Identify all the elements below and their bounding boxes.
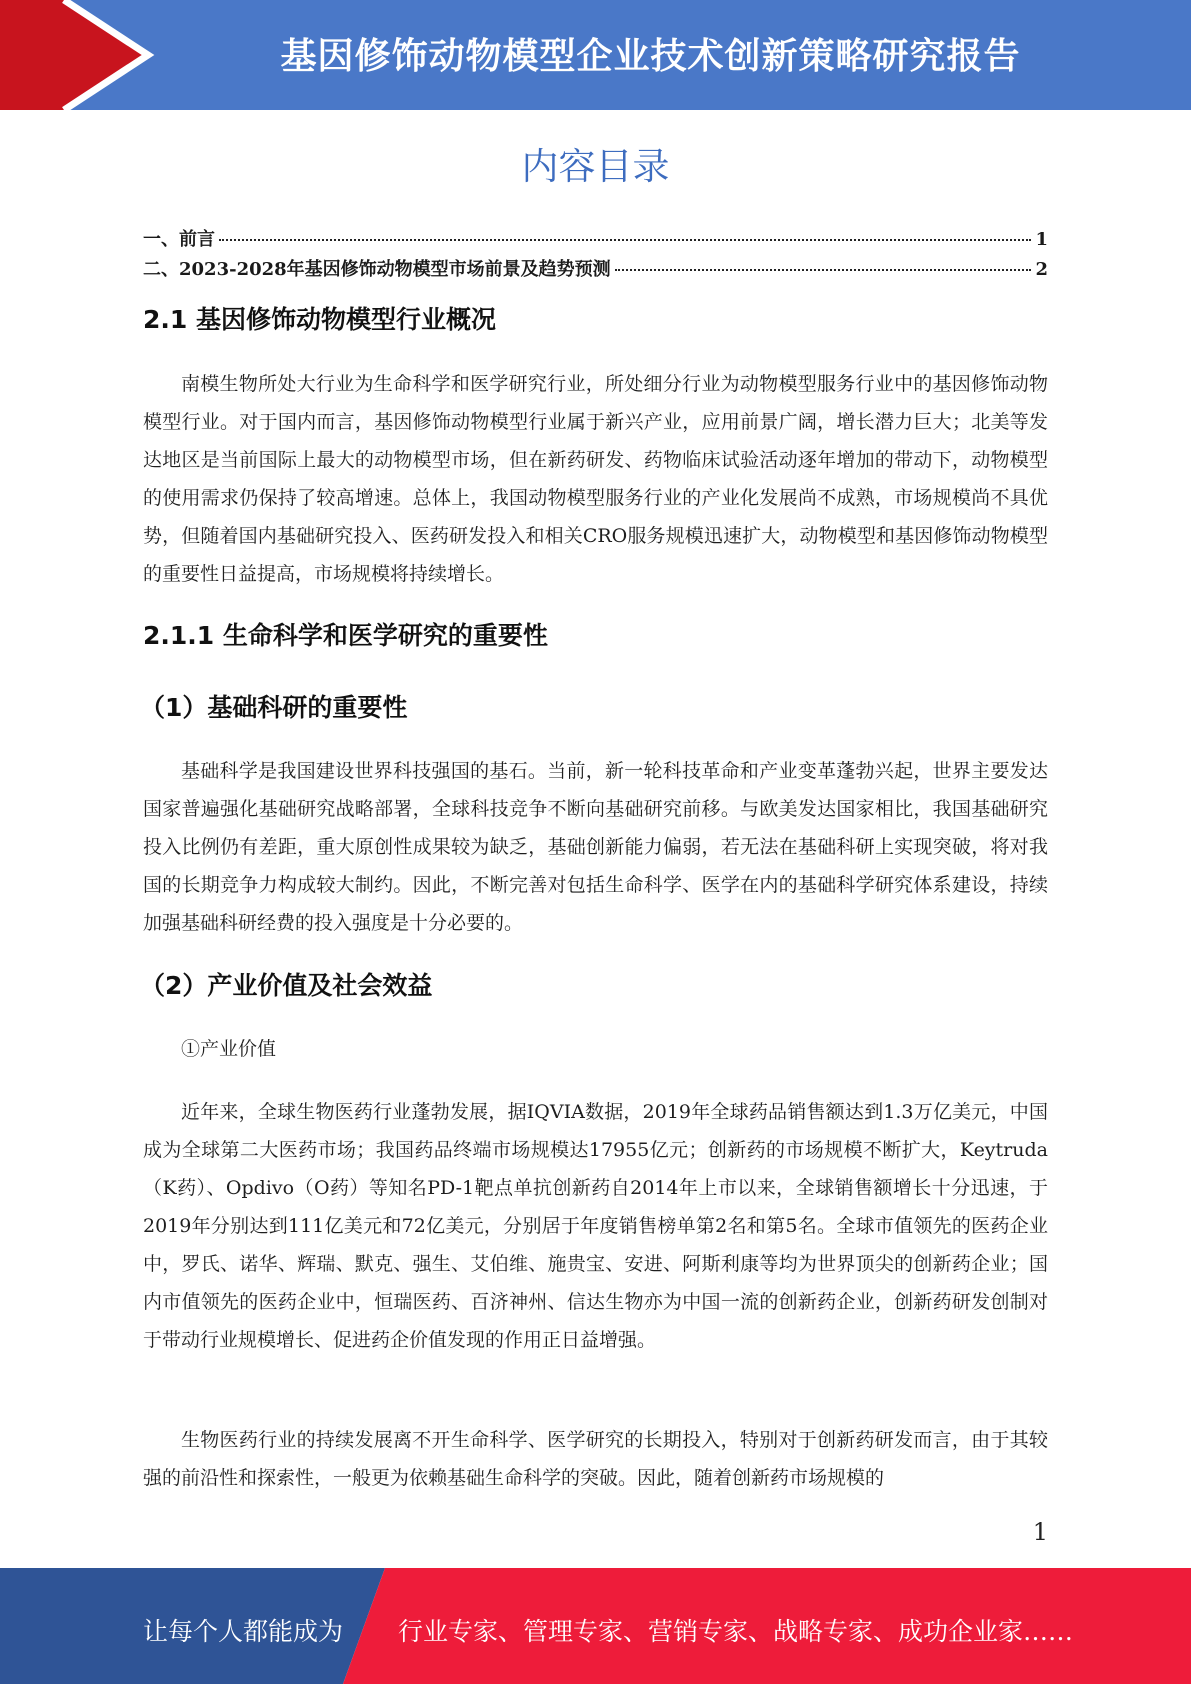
page-number: 1: [1032, 1518, 1048, 1546]
toc-entry[interactable]: [143, 225, 1048, 251]
paragraph: 南模生物所处大行业为生命科学和医学研究行业，所处细分行业为动物模型服务行业中的基因修饰动物模型行业。对于国内而言，基因修饰动物模型行业属于新兴产业，应用前景广阔，增长潜力巨大；北美等发达地区是当前国际上最大的动物模型市场，但在新药研发、药物临床试验活动逐年增加的带动下，动物模型的使用需求仍保持了较高增速。总体上，我国动物模型服务行业的产业化发展尚不成熟，市场规模尚不具优势，但随着国内基础研究投入、医药研发投入和相关CRO服务规模迅速扩大，动物模型和基因修饰动物模型的重要性日益提高，市场规模将持续增长。: [143, 373, 1048, 585]
toc-entry-page: 1: [1035, 229, 1048, 250]
report-title: 基因修饰动物模型企业技术创新策略研究报告: [280, 36, 1021, 77]
header-arrow-decoration: [0, 0, 160, 110]
footer-banner: [0, 1568, 1191, 1684]
toc-leader-dots: [615, 269, 1032, 271]
toc-title: 内容目录: [521, 145, 670, 188]
toc-leader-dots: [219, 239, 1031, 241]
toc-entry-label: 二、2023-2028年基因修饰动物模型市场前景及趋势预测: [143, 259, 611, 280]
subsection-heading: （1）基础科研的重要性: [140, 693, 408, 722]
subsection-heading: （2）产业价值及社会效益: [140, 971, 433, 1000]
toc-entry-page: 2: [1035, 259, 1048, 280]
footer-slogan-left: 让每个人都能成为: [143, 1617, 344, 1646]
toc-entry[interactable]: [143, 255, 1048, 281]
sub-item-label: ①产业价值: [181, 1038, 277, 1060]
paragraph: 生物医药行业的持续发展离不开生命科学、医学研究的长期投入，特别对于创新药研发而言，由于其较强的前沿性和探索性，一般更为依赖基础生命科学的突破。因此，随着创新药市场规模的: [143, 1429, 1048, 1489]
section-heading: 2.1 基因修饰动物模型行业概况: [143, 305, 496, 334]
paragraph: 近年来，全球生物医药行业蓬勃发展，据IQVIA数据，2019年全球药品销售额达到1.3万亿美元，中国成为全球第二大医药市场；我国药品终端市场规模达17955亿元；创新药的市场规模不断扩大，Keytruda（K药）、Opdivo（O药）等知名PD-1靶点单抗创新药自2014年上市以来，全球销售额增长十分迅速，于2019年分别达到111亿美元和72亿美元，分别居于年度销售榜单第2名和第5名。全球市值领先的医药企业中，罗氏、诺华、辉瑞、默克、强生、艾伯维、施贵宝、安进、阿斯利康等均为世界顶尖的创新药企业；国内市值领先的医药企业中，恒瑞医药、百济神州、信达生物亦为中国一流的创新药企业，创新药研发创制对于带动行业规模增长、促进药企价值发现的作用正日益增强。: [143, 1101, 1048, 1351]
paragraph: 基础科学是我国建设世界科技强国的基石。当前，新一轮科技革命和产业变革蓬勃兴起，世界主要发达国家普遍强化基础研究战略部署，全球科技竞争不断向基础研究前移。与欧美发达国家相比，我国基础研究投入比例仍有差距，重大原创性成果较为缺乏，基础创新能力偏弱，若无法在基础科研上实现突破，将对我国的长期竞争力构成较大制约。因此，不断完善对包括生命科学、医学在内的基础科学研究体系建设，持续加强基础科研经费的投入强度是十分必要的。: [143, 760, 1048, 934]
toc-entry-label: 一、前言: [143, 229, 215, 250]
footer-slogan-right: 行业专家、管理专家、营销专家、战略专家、成功企业家……: [398, 1617, 1074, 1646]
section-heading: 2.1.1 生命科学和医学研究的重要性: [143, 621, 548, 650]
